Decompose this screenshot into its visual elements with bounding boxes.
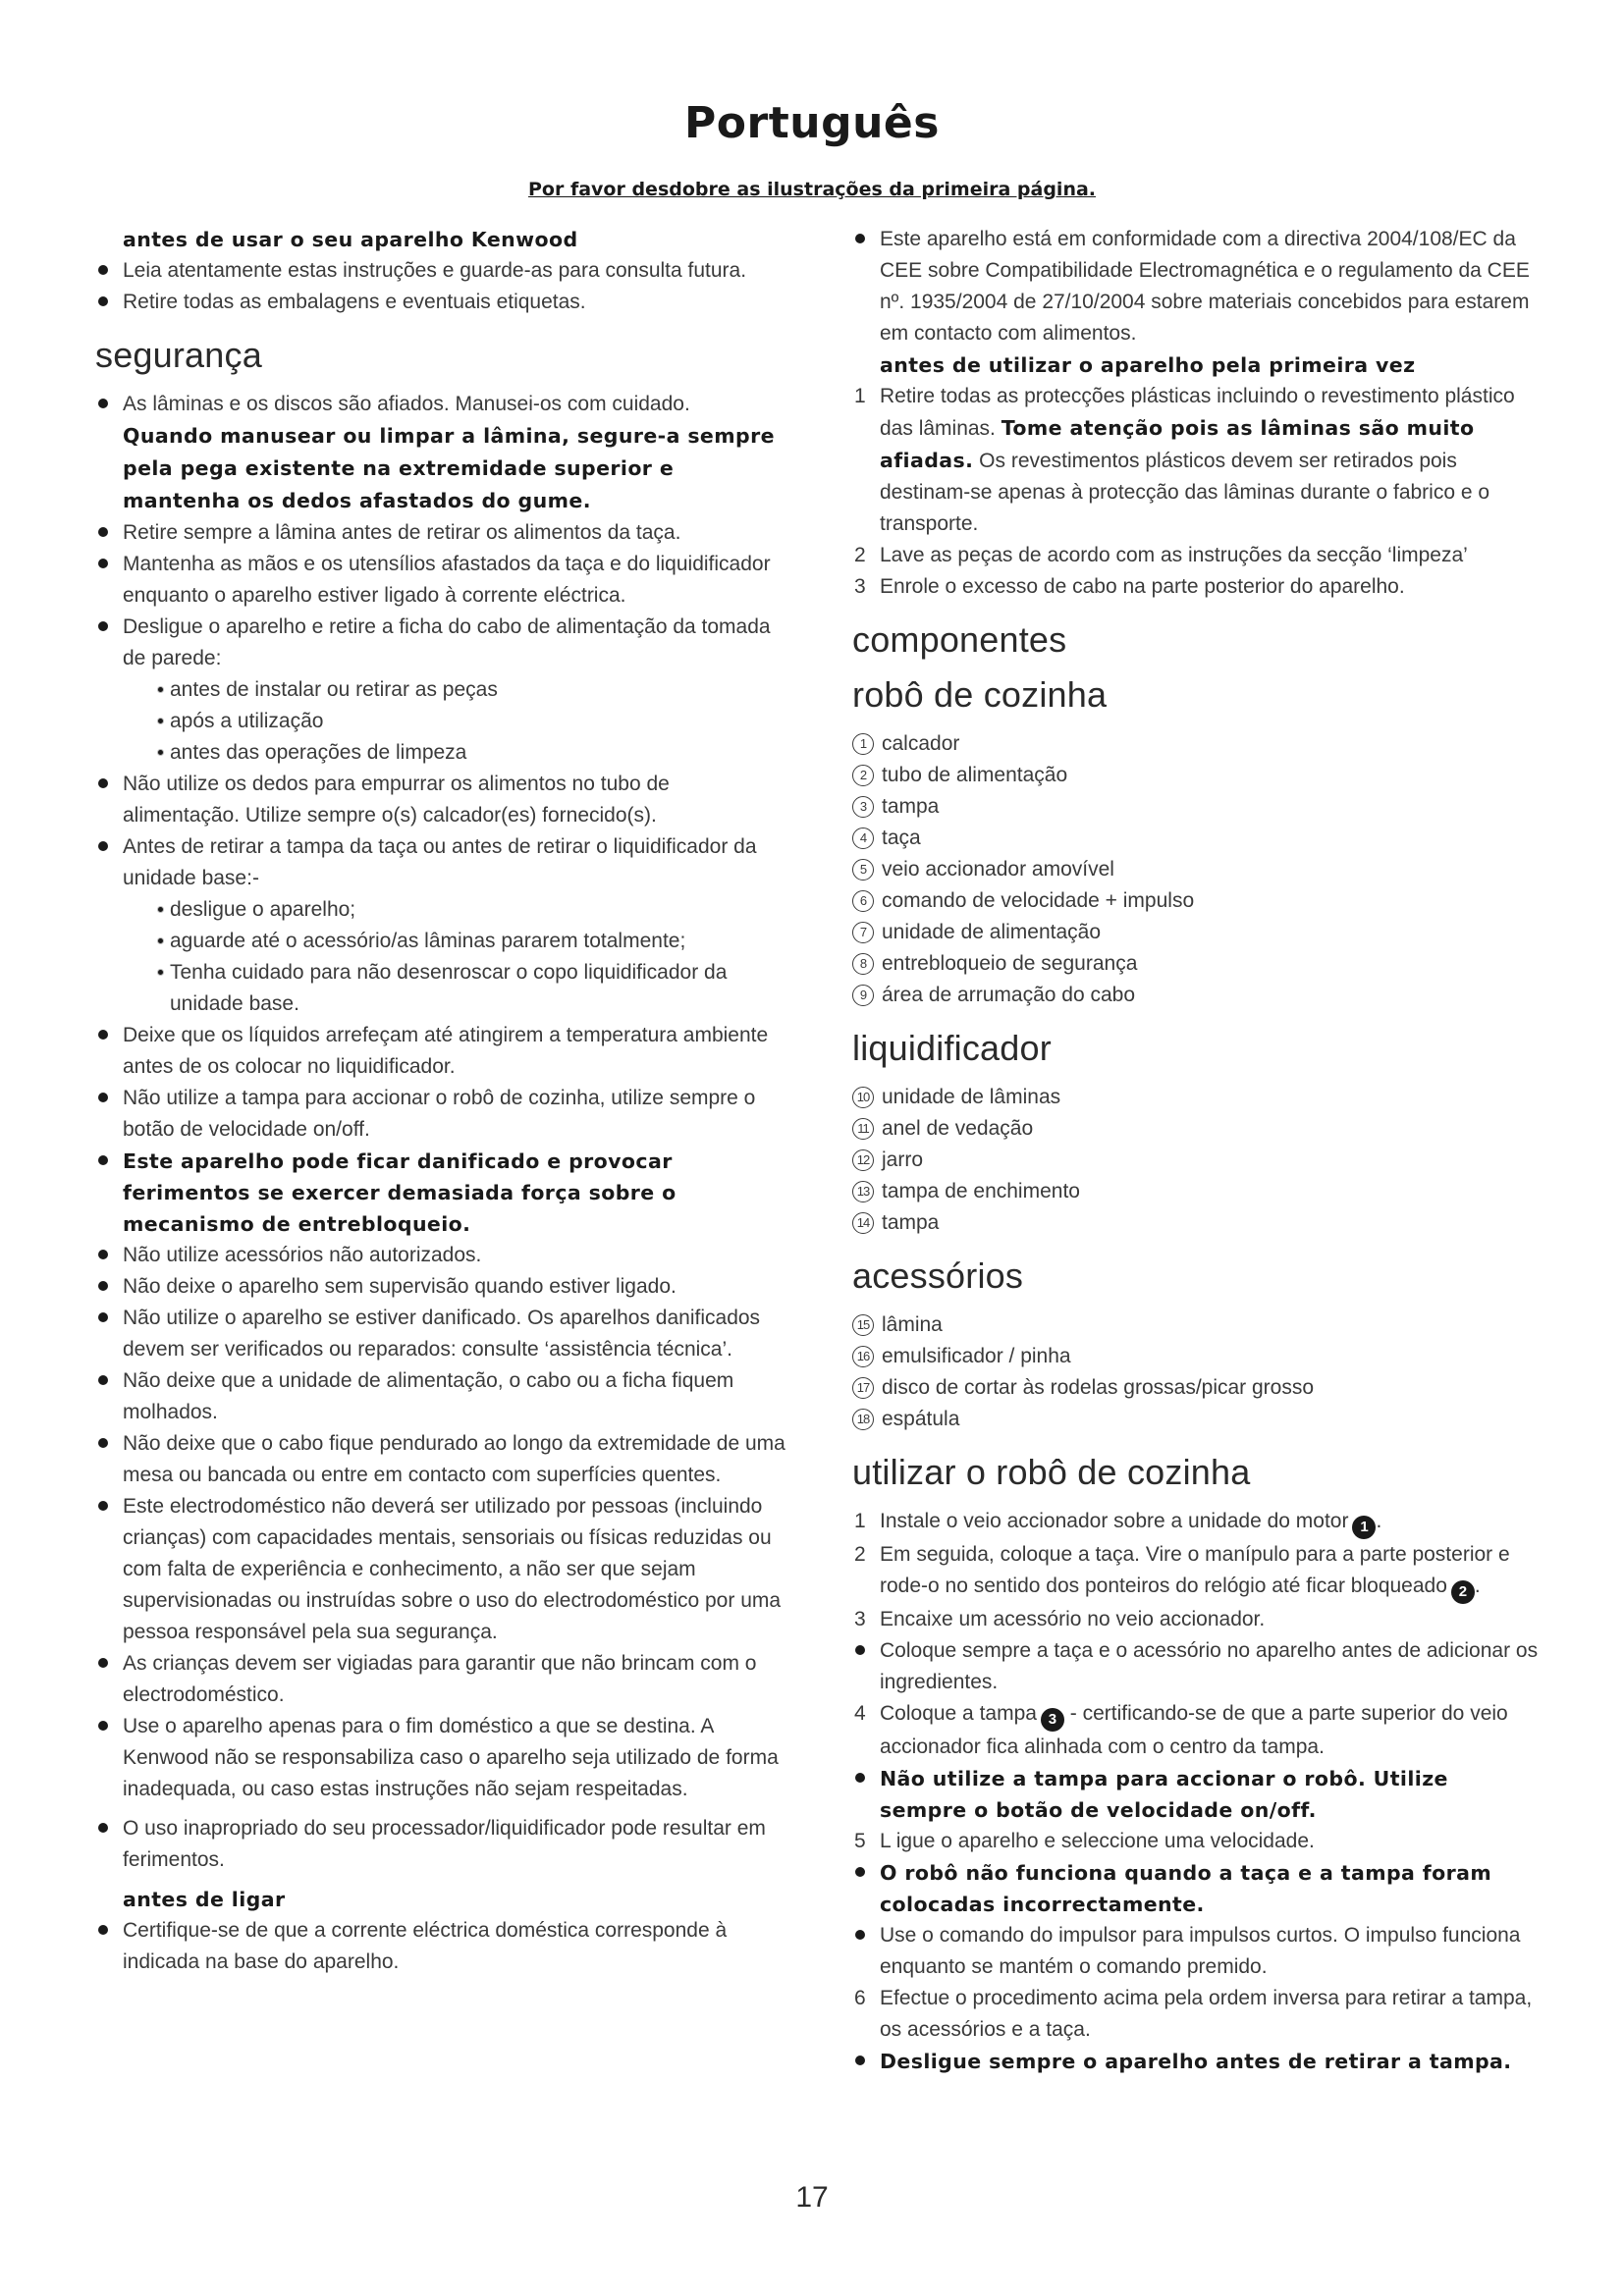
step-text: Em seguida, coloque a taça. Vire o manípulo para a parte posterior e rode-o no sentido dos ponteiros do relógio até ficar bloqueado (880, 1543, 1510, 1597)
figure-ref-icon: 3 (1041, 1708, 1064, 1732)
part-label: área de arrumação do cabo (882, 984, 1135, 1006)
before-use-heading: antes de usar o seu aparelho Kenwood (123, 228, 578, 251)
part-item (852, 1404, 1540, 1435)
sub-list-item: Tenha cuidado para não desenroscar o copo liquidificador da unidade base. (123, 957, 787, 1020)
subtitle-instruction: Por favor desdobre as ilustrações da primeira página. (527, 179, 1097, 200)
step-number: 5 (854, 1830, 866, 1852)
part-item (852, 728, 1540, 760)
step-number: 3 (854, 575, 866, 598)
part-number: 4 (852, 828, 874, 849)
list-item: Não utilize o aparelho se estiver danificado. Os aparelhos danificados devem ser verificados ou reparados: consulte ‘assistência técnica’. (95, 1303, 787, 1365)
part-item (852, 1207, 1540, 1239)
sub-list-item: desligue o aparelho; (123, 894, 787, 926)
list-item: As crianças devem ser vigiadas para garantir que não brincam com o electrodoméstico. (95, 1648, 787, 1711)
part-label: tampa (882, 795, 940, 818)
list-item: Este aparelho está em conformidade com a directiva 2004/108/EC da CEE sobre Compatibilidade Electromagnética e o regulamento da CEE nº. 1935/2004 de 27/10/2004 sobre materiais concebidos para estarem em contacto com alimentos. (852, 224, 1540, 349)
part-label: unidade de lâminas (882, 1086, 1061, 1108)
part-item (852, 917, 1540, 948)
step-item (852, 1698, 1540, 1763)
part-item (852, 854, 1540, 885)
step-number: 3 (854, 1608, 866, 1630)
safety-heading: segurança (95, 335, 262, 375)
part-label: calcador (882, 732, 960, 755)
part-item (852, 760, 1540, 791)
list-item: Leia atentamente estas instruções e guarde-as para consulta futura. (95, 255, 787, 287)
part-label: jarro (882, 1148, 924, 1171)
step-number: 1 (854, 385, 866, 407)
step-number: 1 (854, 1510, 866, 1532)
part-number: 18 (852, 1409, 874, 1430)
sub-list (123, 674, 787, 769)
before-plug-heading: antes de ligar (123, 1888, 286, 1911)
bullet-item: Coloque sempre a taça e o acessório no aparelho antes de adicionar os ingredientes. (852, 1635, 1540, 1698)
part-item (852, 1113, 1540, 1145)
food-processor-heading: robô de cozinha (852, 674, 1108, 715)
part-item (852, 980, 1540, 1011)
list-item (95, 612, 787, 769)
step-item (852, 1826, 1540, 1857)
blender-parts (852, 1082, 1540, 1239)
step-text: Enrole o excesso de cabo na parte posterior do aparelho. (880, 575, 1405, 598)
part-number: 5 (852, 859, 874, 881)
step-item (852, 571, 1540, 603)
bullet-item: Use o comando do impulsor para impulsos curtos. O impulso funciona enquanto se mantém o comando premido. (852, 1920, 1540, 1983)
part-number: 3 (852, 796, 874, 818)
list-item: Este electrodoméstico não deverá ser utilizado por pessoas (incluindo crianças) com capacidades mentais, sensoriais ou físicas reduzidas ou com falta de experiência e conhecimento, a não ser que sejam supervisionadas ou instruídas sobre o uso do electrodoméstico por uma pessoa responsável pela sua segurança. (95, 1491, 787, 1648)
part-label: espátula (882, 1408, 960, 1430)
part-label: disco de cortar às rodelas grossas/picar grosso (882, 1376, 1315, 1399)
bullet-item: Desligue sempre o aparelho antes de retirar a tampa. (852, 2046, 1540, 2077)
step-item (852, 381, 1540, 540)
part-number: 11 (852, 1118, 874, 1140)
list-item: Este aparelho pode ficar danificado e provocar ferimentos se exercer demasiada força sobre o mecanismo de entrebloqueio. (95, 1146, 787, 1240)
part-number: 14 (852, 1212, 874, 1234)
list-item: Não utilize os dedos para empurrar os alimentos no tubo de alimentação. Utilize sempre o(s) calcador(es) fornecido(s). (95, 769, 787, 831)
list-item: Certifique-se de que a corrente eléctrica doméstica corresponde à indicada na base do aparelho. (95, 1915, 787, 1978)
list-item: Não deixe que a unidade de alimentação, o cabo ou a ficha fiquem molhados. (95, 1365, 787, 1428)
safety-list (95, 389, 787, 1876)
step-item (852, 1604, 1540, 1635)
first-use-heading: antes de utilizar o aparelho pela primeira vez (880, 353, 1416, 377)
part-label: taça (882, 827, 921, 849)
blender-heading: liquidificador (852, 1028, 1052, 1068)
part-number: 6 (852, 890, 874, 912)
part-item (852, 948, 1540, 980)
part-label: tubo de alimentação (882, 764, 1068, 786)
safety-text: Desligue o aparelho e retire a ficha do cabo de alimentação da tomada de parede: (123, 615, 771, 669)
list-item: Não deixe que o cabo fique pendurado ao longo da extremidade de uma mesa ou bancada ou entre em contacto com superfícies quentes. (95, 1428, 787, 1491)
step-number: 4 (854, 1702, 866, 1725)
step-item (852, 540, 1540, 571)
step-item: 2 Em seguida, coloque a taça. Vire o manípulo para a parte posterior e rode-o no sentido dos ponteiros do relógio até ficar bloqueado 2 . (852, 1539, 1540, 1604)
bullet-item: Não utilize a tampa para accionar o robô. Utilize sempre o botão de velocidade on/off. (852, 1763, 1540, 1826)
part-label: lâmina (882, 1313, 943, 1336)
part-label: tampa (882, 1211, 940, 1234)
page-title: Português (684, 98, 940, 148)
step-text: Lave as peças de acordo com as instruções da secção ‘limpeza’ (880, 544, 1468, 566)
list-item: Mantenha as mãos e os utensílios afastados da taça e do liquidificador enquanto o aparelho estiver ligado à corrente eléctrica. (95, 549, 787, 612)
bullet-item: O robô não funciona quando a taça e a tampa foram colocadas incorrectamente. (852, 1857, 1540, 1920)
step-text: Os revestimentos plásticos devem ser retirados pois destinam-se apenas à protecção das lâminas durante o fabrico e o transporte. (880, 450, 1490, 535)
step-text: Efectue o procedimento acima pela ordem inversa para retirar a tampa, os acessórios e a taça. (880, 1987, 1533, 2041)
part-number: 17 (852, 1377, 874, 1399)
part-label: unidade de alimentação (882, 921, 1102, 943)
components-heading: componentes (852, 619, 1067, 660)
safety-text: As lâminas e os discos são afiados. Manusei-os com cuidado. (123, 393, 690, 415)
part-number: 7 (852, 922, 874, 943)
sub-list-item: antes das operações de limpeza (123, 737, 787, 769)
list-item (95, 389, 787, 517)
step-text: Retire todas as protecções plásticas incluindo o revestimento plástico das lâminas. (880, 385, 1515, 440)
part-number: 9 (852, 985, 874, 1006)
list-item: Use o aparelho apenas para o fim doméstico a que se destina. A Kenwood não se responsabiliza caso o aparelho seja utilizado de forma inadequada, ou caso estas instruções não sejam respeitadas. (95, 1711, 787, 1805)
part-item (852, 1145, 1540, 1176)
list-item: Não deixe o aparelho sem supervisão quando estiver ligado. (95, 1271, 787, 1303)
before-plug-list (95, 1915, 787, 1978)
step-number: 6 (854, 1987, 866, 2009)
accessories-heading: acessórios (852, 1255, 1024, 1296)
right-column (852, 224, 1540, 2077)
part-number: 12 (852, 1149, 874, 1171)
left-column (95, 224, 787, 1978)
before-use-list (95, 255, 787, 318)
list-item: Não utilize acessórios não autorizados. (95, 1240, 787, 1271)
page-number: 17 (795, 2181, 829, 2214)
part-number: 2 (852, 765, 874, 786)
part-number: 8 (852, 953, 874, 975)
step-text: L igue o aparelho e seleccione uma velocidade. (880, 1830, 1315, 1852)
part-item (852, 1309, 1540, 1341)
list-item: Não utilize a tampa para accionar o robô de cozinha, utilize sempre o botão de velocidade on/off. (95, 1083, 787, 1146)
step-text: Coloque a tampa (880, 1702, 1037, 1725)
sub-list-item: após a utilização (123, 706, 787, 737)
first-use-steps (852, 381, 1540, 603)
sub-list-item: antes de instalar ou retirar as peças (123, 674, 787, 706)
part-item (852, 1082, 1540, 1113)
step-text: - certificando-se de que a parte superior do veio accionador fica alinhada com o centro da tampa. (880, 1702, 1508, 1758)
part-label: entrebloqueio de segurança (882, 952, 1138, 975)
part-item (852, 1341, 1540, 1372)
part-number: 13 (852, 1181, 874, 1202)
list-item (95, 831, 787, 1020)
list-item: O uso inapropriado do seu processador/liquidificador pode resultar em ferimentos. (95, 1813, 787, 1876)
step-item: 1 Instale o veio accionador sobre a unidade do motor 1 . (852, 1506, 1540, 1539)
part-label: comando de velocidade + impulso (882, 889, 1195, 912)
list-item: Retire sempre a lâmina antes de retirar os alimentos da taça. (95, 517, 787, 549)
step-number: 2 (854, 544, 866, 566)
part-label: tampa de enchimento (882, 1180, 1080, 1202)
accessories-parts (852, 1309, 1540, 1435)
part-number: 10 (852, 1087, 874, 1108)
food-processor-parts (852, 728, 1540, 1011)
part-item (852, 1372, 1540, 1404)
part-item (852, 791, 1540, 823)
safety-text: Antes de retirar a tampa da taça ou antes de retirar o liquidificador da unidade base:- (123, 835, 757, 889)
step-text: Encaixe um acessório no veio accionador. (880, 1608, 1266, 1630)
list-item: Retire todas as embalagens e eventuais etiquetas. (95, 287, 787, 318)
figure-ref-icon: 2 (1451, 1580, 1475, 1604)
part-number: 16 (852, 1346, 874, 1367)
safety-warning-bold: Quando manusear ou limpar a lâmina, segure-a sempre pela pega existente na extremidade superior e mantenha os dedos afastados do gume. (123, 424, 775, 512)
step-number: 2 (854, 1543, 866, 1566)
step-item (852, 1983, 1540, 2046)
part-number: 15 (852, 1314, 874, 1336)
using-steps (852, 1506, 1540, 2077)
step-text: Instale o veio accionador sobre a unidade do motor (880, 1510, 1349, 1532)
part-item (852, 823, 1540, 854)
directive-list (852, 224, 1540, 349)
part-label: veio accionador amovível (882, 858, 1114, 881)
sub-list-item: aguarde até o acessório/as lâminas pararem totalmente; (123, 926, 787, 957)
part-item (852, 885, 1540, 917)
list-item: Deixe que os líquidos arrefeçam até atingirem a temperatura ambiente antes de os colocar no liquidificador. (95, 1020, 787, 1083)
sub-list (123, 894, 787, 1020)
part-label: emulsificador / pinha (882, 1345, 1071, 1367)
part-label: anel de vedação (882, 1117, 1034, 1140)
using-heading: utilizar o robô de cozinha (852, 1452, 1251, 1492)
part-number: 1 (852, 733, 874, 755)
figure-ref-icon: 1 (1352, 1516, 1376, 1539)
step-warning-bold: Tome atenção pois as lâminas são muito afiadas. (880, 416, 1475, 472)
part-item (852, 1176, 1540, 1207)
